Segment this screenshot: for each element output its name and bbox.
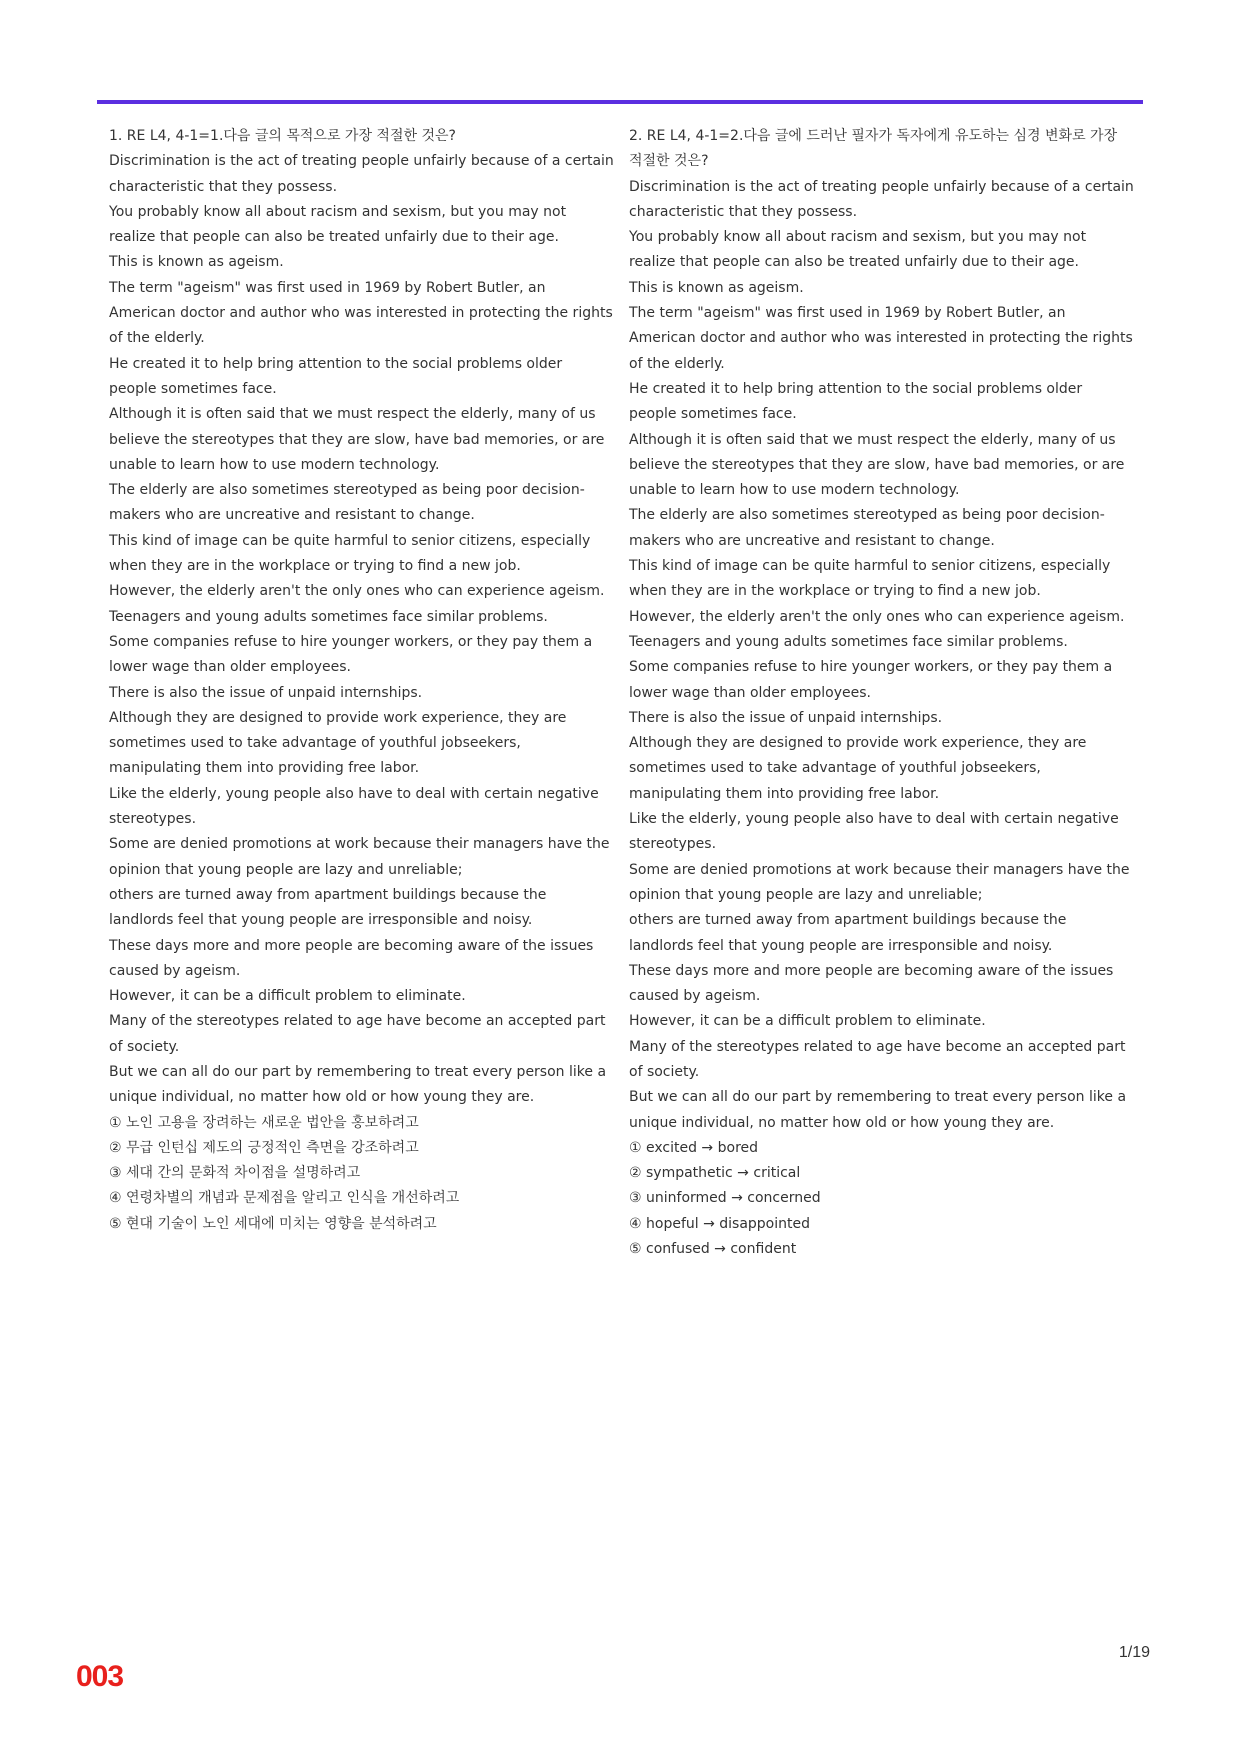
passage-line: You probably know all about racism and sexism, but you may not realize that people can also be treated unfairly due to their age. [629,229,1087,271]
top-rule [97,100,1143,104]
passage-line: The elderly are also sometimes stereotyped as being poor decision-makers who are uncreative and resistant to change. [109,482,585,524]
passage-line: Some are denied promotions at work because their managers have the opinion that young people are lazy and unreliable; [629,861,1130,903]
passage-line: Although it is often said that we must respect the elderly, many of us believe the stereotypes that they are slow, have bad memories, or are unable to learn how to use modern technology. [109,406,605,473]
passage-line: The term "ageism" was first used in 1969 by Robert Butler, an American doctor and author who was interested in protecting the rights of the elderly. [109,279,613,347]
passage-line: This is known as ageism. [109,254,284,271]
passage-line: Many of the stereotypes related to age have become an accepted part of society. [109,1013,606,1055]
passage-line: There is also the issue of unpaid internships. [109,684,423,701]
answer-option-2[interactable]: ② 무급 인턴십 제도의 긍정적인 측면을 강조하려고 [109,1139,419,1156]
passage-line: These days more and more people are becoming aware of the issues caused by ageism. [109,937,594,979]
passage-line: The elderly are also sometimes stereotyped as being poor decision-makers who are uncreative and resistant to change. [629,507,1105,549]
question-1 [109,124,614,1237]
passage-line: However, the elderly aren't the only ones who can experience ageism. [109,583,605,600]
passage-line: But we can all do our part by remembering to treat every person like a unique individual, no matter how old or how young they are. [629,1089,1127,1131]
passage-line: Although they are designed to provide work experience, they are sometimes used to take advantage of youthful jobseekers, manipulating them into providing free labor. [629,735,1087,802]
question-header: 2. RE L4, 4-1=2.다음 글에 드러난 필자가 독자에게 유도하는 심경 변화로 가장 적절한 것은? [629,128,1118,170]
answer-option-3[interactable]: ③ 세대 간의 문화적 차이점을 설명하려고 [109,1165,361,1182]
passage-line: others are turned away from apartment buildings because the landlords feel that young people are irresponsible and noisy. [109,886,547,929]
question-header: 1. RE L4, 4-1=1.다음 글의 목적으로 가장 적절한 것은? [109,128,456,144]
passage-line: However, it can be a difficult problem to eliminate. [109,988,466,1005]
answer-option-3[interactable]: ③ uninformed → concerned [629,1190,821,1207]
passage-line: This kind of image can be quite harmful to senior citizens, especially when they are in the workplace or trying to find a new job. [109,532,591,575]
passage-line: Like the elderly, young people also have to deal with certain negative stereotypes. [109,785,599,828]
passage-line: Teenagers and young adults sometimes face similar problems. [629,633,1068,650]
document-code: 003 [76,1660,124,1693]
answer-option-4[interactable]: ④ hopeful → disappointed [629,1215,811,1232]
answer-option-5[interactable]: ⑤ 현대 기술이 노인 세대에 미치는 영향을 분석하려고 [109,1215,437,1232]
passage-line: However, it can be a difficult problem to eliminate. [629,1013,986,1030]
passage-line: This kind of image can be quite harmful to senior citizens, especially when they are in the workplace or trying to find a new job. [629,558,1111,600]
passage [629,175,1134,1136]
page-number: 1/19 [1118,1644,1150,1661]
passage-line: Like the elderly, young people also have to deal with certain negative stereotypes. [629,811,1119,853]
passage-line: Discrimination is the act of treating people unfairly because of a certain characteristic that they possess. [109,153,614,195]
passage-line: You probably know all about racism and sexism, but you may not realize that people can also be treated unfairly due to their age. [109,203,567,246]
answer-option-2[interactable]: ② sympathetic → critical [629,1165,801,1182]
passage-line: Some are denied promotions at work because their managers have the opinion that young people are lazy and unreliable; [109,836,610,878]
passage-line: others are turned away from apartment buildings because the landlords feel that young people are irresponsible and noisy. [629,912,1067,954]
passage-line: He created it to help bring attention to the social problems older people sometimes face. [629,380,1083,423]
passage-line: Although it is often said that we must respect the elderly, many of us believe the stereotypes that they are slow, have bad memories, or are unable to learn how to use modern technology. [629,431,1125,499]
answer-option-1[interactable]: ① 노인 고용을 장려하는 새로운 법안을 홍보하려고 [109,1114,419,1131]
passage-line: Some companies refuse to hire younger workers, or they pay them a lower wage than older employees. [629,659,1113,701]
answer-option-4[interactable]: ④ 연령차별의 개념과 문제점을 알리고 인식을 개선하려고 [109,1190,460,1207]
passage-line: Some companies refuse to hire younger workers, or they pay them a lower wage than older employees. [109,633,593,676]
answer-option-1[interactable]: ① excited → bored [629,1139,759,1156]
passage-line: These days more and more people are becoming aware of the issues caused by ageism. [629,962,1114,1005]
passage-line: There is also the issue of unpaid internships. [629,709,943,726]
passage-line: Many of the stereotypes related to age have become an accepted part of society. [629,1038,1126,1080]
answer-option-5[interactable]: ⑤ confused → confident [629,1241,797,1258]
question-2 [629,124,1134,1262]
passage-line: He created it to help bring attention to the social problems older people sometimes face. [109,355,563,397]
passage-line: However, the elderly aren't the only ones who can experience ageism. [629,608,1125,625]
passage [109,149,614,1110]
passage-line: Discrimination is the act of treating people unfairly because of a certain characteristic that they possess. [629,178,1134,220]
passage-line: Teenagers and young adults sometimes face similar problems. [109,608,548,625]
passage-line: But we can all do our part by remembering to treat every person like a unique individual, no matter how old or how young they are. [109,1063,607,1106]
answer-options [109,1111,614,1237]
answer-options [629,1136,1134,1262]
passage-line: This is known as ageism. [629,279,804,296]
passage-line: The term "ageism" was first used in 1969 by Robert Butler, an American doctor and author who was interested in protecting the rights of the elderly. [629,305,1133,372]
passage-line: Although they are designed to provide work experience, they are sometimes used to take advantage of youthful jobseekers, manipulating them into providing free labor. [109,709,567,777]
